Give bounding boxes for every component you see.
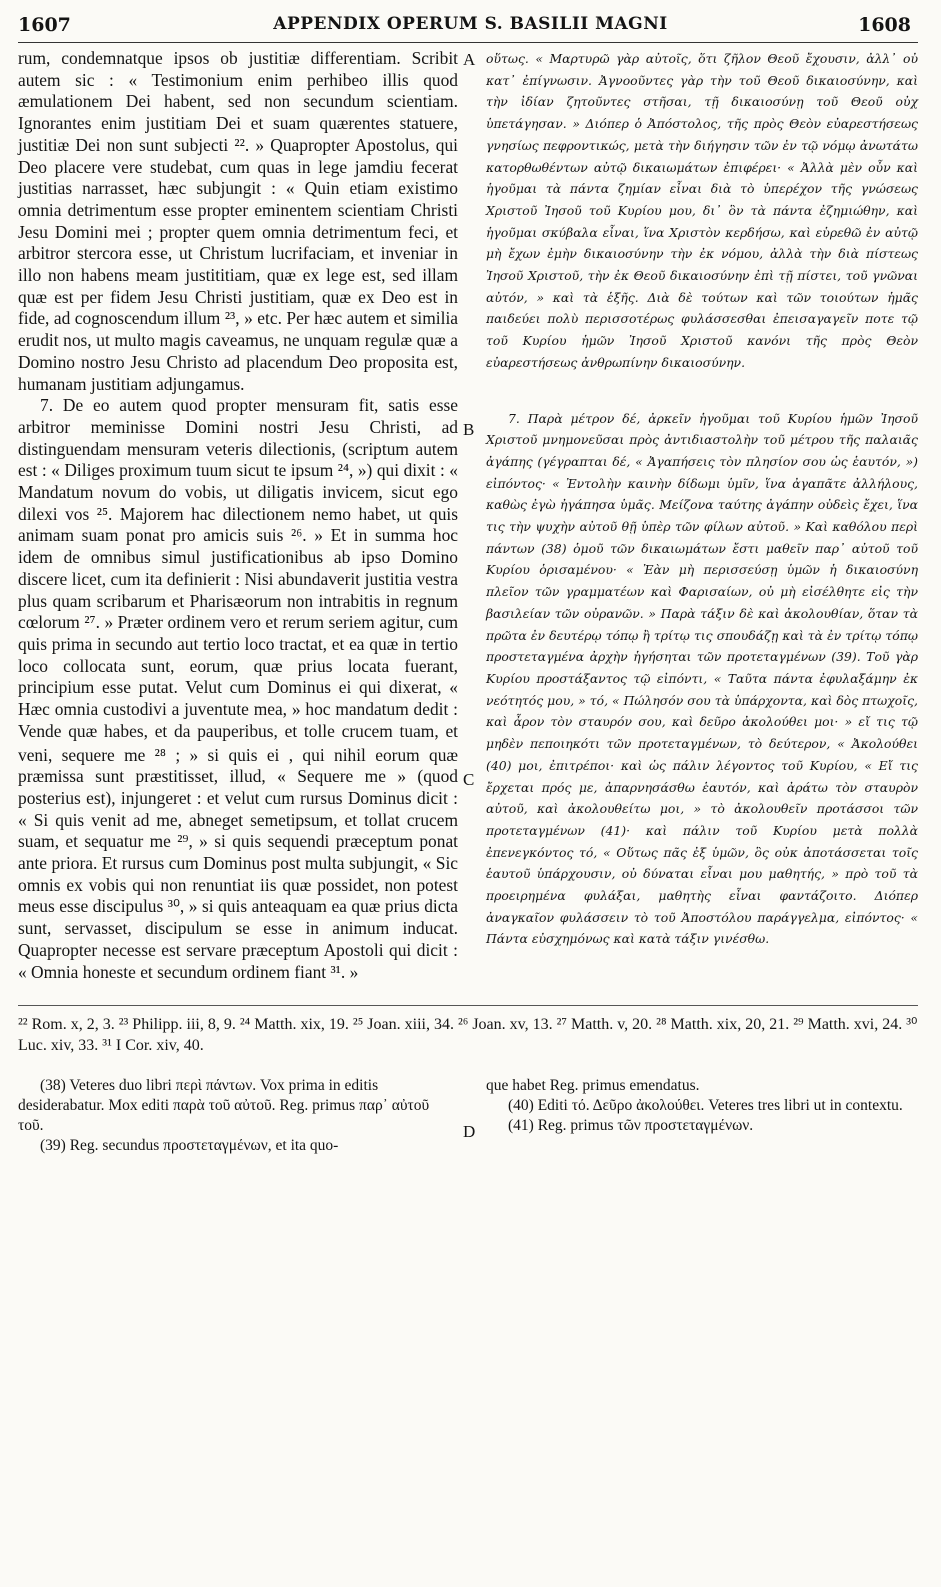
section-marker-a: A [463, 50, 476, 69]
column-number-right: 1608 [858, 14, 911, 36]
section-marker-d: D [463, 1122, 476, 1141]
greek-paragraph: 7. Παρὰ μέτρον δέ, ἀρκεῖν ἡγοῦμαι τοῦ Κυρίου ἡμῶν Ἰησοῦ Χριστοῦ μνημονεῦσαι πρὸς ἀντιδιαστολὴν τοῦ μέτρου τῆς παλαιᾶς ἀγάπης (γέγραπται δέ, « Ἀγαπήσεις τὸν πλησίον σου ὡς ἑαυτόν, ») εἰπόντος· « Ἐντολὴν καινὴν δίδωμι ὑμῖν, ἵνα ἀγαπᾶτε ἀλλήλους, καθὼς ἐγὼ ἠγάπησα ὑμᾶς. Μείζονα ταύτης ἀγάπην οὐδεὶς ἔχει, ἵνα τις τὴν ψυχὴν αὐτοῦ θῇ ὑπὲρ τῶν φίλων αὐτοῦ. » Καὶ καθόλου περὶ πάντων (38) ὁμοῦ τῶν δικαιωμάτων ἔστι μαθεῖν παρ᾽ αὐτοῦ τοῦ Κυρίου ὁρισαμένου· « Ἐὰν μὴ περισσεύσῃ ὑμῶν ἡ δικαιοσύνη πλεῖον τῶν γραμματέων καὶ Φαρισαίων, οὐ μὴ εἰσέλθητε εἰς τὴν βασιλείαν τῶν οὐρανῶν. » Παρὰ τάξιν δὲ καὶ ἀκολουθίαν, ὅταν τὰ πρῶτα ἐν δευτέρῳ τόπῳ ἢ τρίτῳ τις σπουδάζῃ καὶ τὰ ἐν τρίτῳ τόπῳ προστεταγμένα ἀρχὴν ἡγήσηται τῶν προτεταγμένων (39). Τοῦ γὰρ Κυρίου προστάξαντος τῷ εἰπόντι, « Ταῦτα πάντα ἐφυλαξάμην ἐκ νεότητός μου, » τό, « Πώλησόν σου τὰ ὑπάρχοντα, καὶ δὸς πτωχοῖς, καὶ ἆρον τὸν σταυρόν σου, καὶ δεῦρο ἀκολούθει μοι· » εἴ τις τῷ μηδὲν πεποιηκότι τῶν προτεταγμένων, τὸ δεύτερον, « Ἀκολούθει (40) μοι, ἐπιτρέποι· καὶ ὡς πάλιν λέγοντος τοῦ Κυρίου, « Εἴ τις ἔρχεται πρός με, ἀπαρνησάσθω ἑαυτόν, καὶ ἀράτω τὸν σταυρὸν αὐτοῦ, καὶ ἀκολουθείτω μοι, » τὸ ἀκολουθεῖν προτάσσοι τῶν προτεταγμένων (41)· καὶ πάλιν τοῦ Κυρίου μετὰ πολλὰ ἐπενεγκόντος τό, « Οὕτως πᾶς ἐξ ὑμῶν, ὃς οὐκ ἀποτάσσεται τοῖς ἑαυτοῦ ὑπάρχουσιν, οὐ δύναται εἶναι μου μαθητής, » πρὸ τοῦ τὰ προειρημένα φυλάξαι, μαθητὴς εἶναι φαντάζοιτο. Διόπερ ἀναγκαῖον φυλάσσειν τὸ τοῦ Ἀποστόλου παράγγελμα, εἰπόντος· « Πάντα εὐσχημόνως καὶ κατὰ τάξιν γινέσθω. [486, 410, 918, 947]
note-41: (41) Reg. primus τῶν προστεταγμένων. [508, 1117, 754, 1134]
section-marker-b: B [463, 420, 475, 439]
latin-paragraph: rum, condemnatque ipsos ob justitiæ differentiam. Scribit autem sic : « Testimonium enim perhibeo illis quod æmulationem Dei habent, sed non secundum scientiam. Ignorantes enim justitiam Dei et suam quærentes statuere, justitiæ Dei non sunt subjecti ²². » Quapropter Apostolus, qui Deo placere vere studebat, cum quas in lege jamdiu fecerat justitias narrasset, hæc subjungit : « Quin etiam existimo omnia detrimentum esse propter eminentem scientiam Christi Jesu Domini mei ; propter quem omnia detrimentum feci, et arbitror stercora esse, ut Christum lucrifaciam, et inveniar in illo non habens meam justititiam, quæ ex lege est, sed illam quæ est per fidem Jesu Christi justitiam, quæ ex Deo est in fide, ad cognoscendum illum ²³, » etc. Per hæc autem et similia erudit nos, ut multo magis caveamus, ne unquam regulæ quæ a Domino nostro Jesu Christo ad placendum Deo proposita est, humanam justitiam adjungamus. [18, 48, 458, 394]
greek-paragraph: οὕτως. « Μαρτυρῶ γὰρ αὐτοῖς, ὅτι ζῆλον Θεοῦ ἔχουσιν, ἀλλ᾽ οὐ κατ᾽ ἐπίγνωσιν. Ἀγνοοῦντες γὰρ τὴν τοῦ Θεοῦ δικαιοσύνην, καὶ τὴν ἰδίαν ζητοῦντες στῆσαι, τῇ δικαιοσύνῃ τοῦ Θεοῦ οὐχ ὑπετάγησαν. » Διόπερ ὁ Ἀπόστολος, τῆς πρὸς Θεὸν εὐαρεστήσεως γνησίως πεφροντικώς, μετὰ τὴν διήγησιν τῶν ἐν τῷ νόμῳ ἀνωτάτω κατορθωθέντων αὐτῷ δικαιωμάτων ἐπιφέρει· « Ἀλλὰ μὲν οὖν καὶ ἡγοῦμαι τὰ πάντα ζημίαν εἶναι διὰ τὸ ὑπερέχον τῆς γνώσεως Χριστοῦ Ἰησοῦ τοῦ Κυρίου μου, δι᾽ ὃν τὰ πάντα ἐζημιώθην, καὶ ἡγοῦμαι σκύβαλα εἶναι, ἵνα Χριστὸν κερδήσω, καὶ εὑρεθῶ ἐν αὐτῷ μὴ ἔχων ἐμὴν δικαιοσύνην τὴν ἐκ νόμου, ἀλλὰ τὴν διὰ πίστεως Ἰησοῦ Χριστοῦ, τὴν ἐκ Θεοῦ δικαιοσύνην ἐπὶ τῇ πίστει, τοῦ γνῶναι αὐτόν, » καὶ τὰ ἑξῆς. Διὰ δὲ τούτων καὶ τῶν τοιούτων ἡμᾶς παιδεύει πολὺ περισσοτέρως φυλάσσεσθαι ἐπεισαγαγεῖν ποτε τῷ τοῦ Κυρίου ἡμῶν Ἰησοῦ Χριστοῦ κανόνι τῆς πρὸς Θεὸν εὐαρεστήσεως ἀνθρωπίνην δικαιοσύνην. [486, 51, 918, 370]
section-marker-c: C [463, 770, 475, 789]
note-39: (39) Reg. secundus προστεταγμένων, et ita quo- [40, 1137, 339, 1154]
latin-text: 7. De eo autem quod propter mensuram fit, satis esse arbitror meminisse Domini nostri Jesu Christi, ad distinguendam mensuram veteris dilectionis, (scriptum autem est : « Diliges proximum tuum sicut te ipsum ²⁴, ») qui dixit : « Mandatum novum do vobis, ut diligatis invicem, sicut ego dilexi vos ²⁵. Majorem hac dilectionem nemo habet, ut quis animam suam ponat pro amicis suis ²⁶. » Et in summa hoc idem de omnibus simul justificationibus ab ipso Domino discere licet, cum ita definierit : Nisi abundaverit justitia vestra plus quam scribarum et Pharisæorum non intrabitis in regnum cœlorum ²⁷. » Præter ordinem vero et rerum seriem agitur, cum quis prima in secundo aut tertio loco tractat, et ea quæ in tertio loco collocata sunt, eorum, quæ prius locata fuerant, principium esse putat. Velut cum Dominus ei qui dixerat, « Hæc omnia custodivi a juventute mea, » hoc mandatum dedit : Vende quæ habes, et da pauperibus, et tolle crucem tuam, et veni, sequere me ²⁸ ; » si quis ei [18, 395, 458, 765]
note-38: (38) Veteres duo libri περὶ πάντων. Vox prima in editis desiderabatur. Mox editi παρὰ τοῦ αὐτοῦ. Reg. primus παρ᾽ αὐτοῦ τοῦ. [18, 1077, 430, 1134]
footnote-rule [18, 1005, 918, 1006]
editorial-notes-left [18, 1076, 458, 1156]
editorial-notes-right [486, 1076, 918, 1136]
note-39-continued: que habet Reg. primus emendatus. [486, 1077, 700, 1094]
column-number-left: 1607 [18, 14, 71, 36]
latin-column [18, 48, 458, 983]
running-title: APPENDIX OPERUM S. BASILII MAGNI [273, 14, 668, 34]
header-rule [18, 42, 918, 43]
scripture-references: ²² Rom. x, 2, 3. ²³ Philipp. iii, 8, 9. ²⁴ Matth. xix, 19. ²⁵ Joan. xiii, 34. ²⁶ Joan. xv, 13. ²⁷ Matth. v, 20. ²⁸ Matth. xix, 20, 21. ²⁹ Matth. xvi, 24. ³⁰ Luc. xiv, 33. ³¹ I Cor. xiv, 40. [18, 1016, 918, 1054]
greek-column [486, 48, 918, 950]
latin-text: , qui nihil eorum quæ præmissa sunt præstitisset, illud, « Sequere me » (quod posterius est), injungeret : et velut cum rursus Dominus dicit : « Si quis venit ad me, abneget semetipsum, et tollat crucem suam, et sequatur me ²⁹, » si quis sequendi præceptum ponat ante priora. Et rursus cum Dominus post multa subjungit, « Sic omnis ex vobis qui non renuntiat iis quæ possidet, non potest meus esse discipulus ³⁰, » si quis anteaquam ea quæ prius dicta sunt, servasset, discipulum se esse in animum inducat. Quapropter necesse est servare præceptum Apostoli qui dicit : « Omnia honeste et secundum ordinem fiant ³¹. » [18, 744, 459, 982]
note-40: (40) Editi τό. Δεῦρο ἀκολούθει. Veteres tres libri ut in contextu. [508, 1097, 903, 1114]
latin-paragraph [18, 395, 458, 983]
